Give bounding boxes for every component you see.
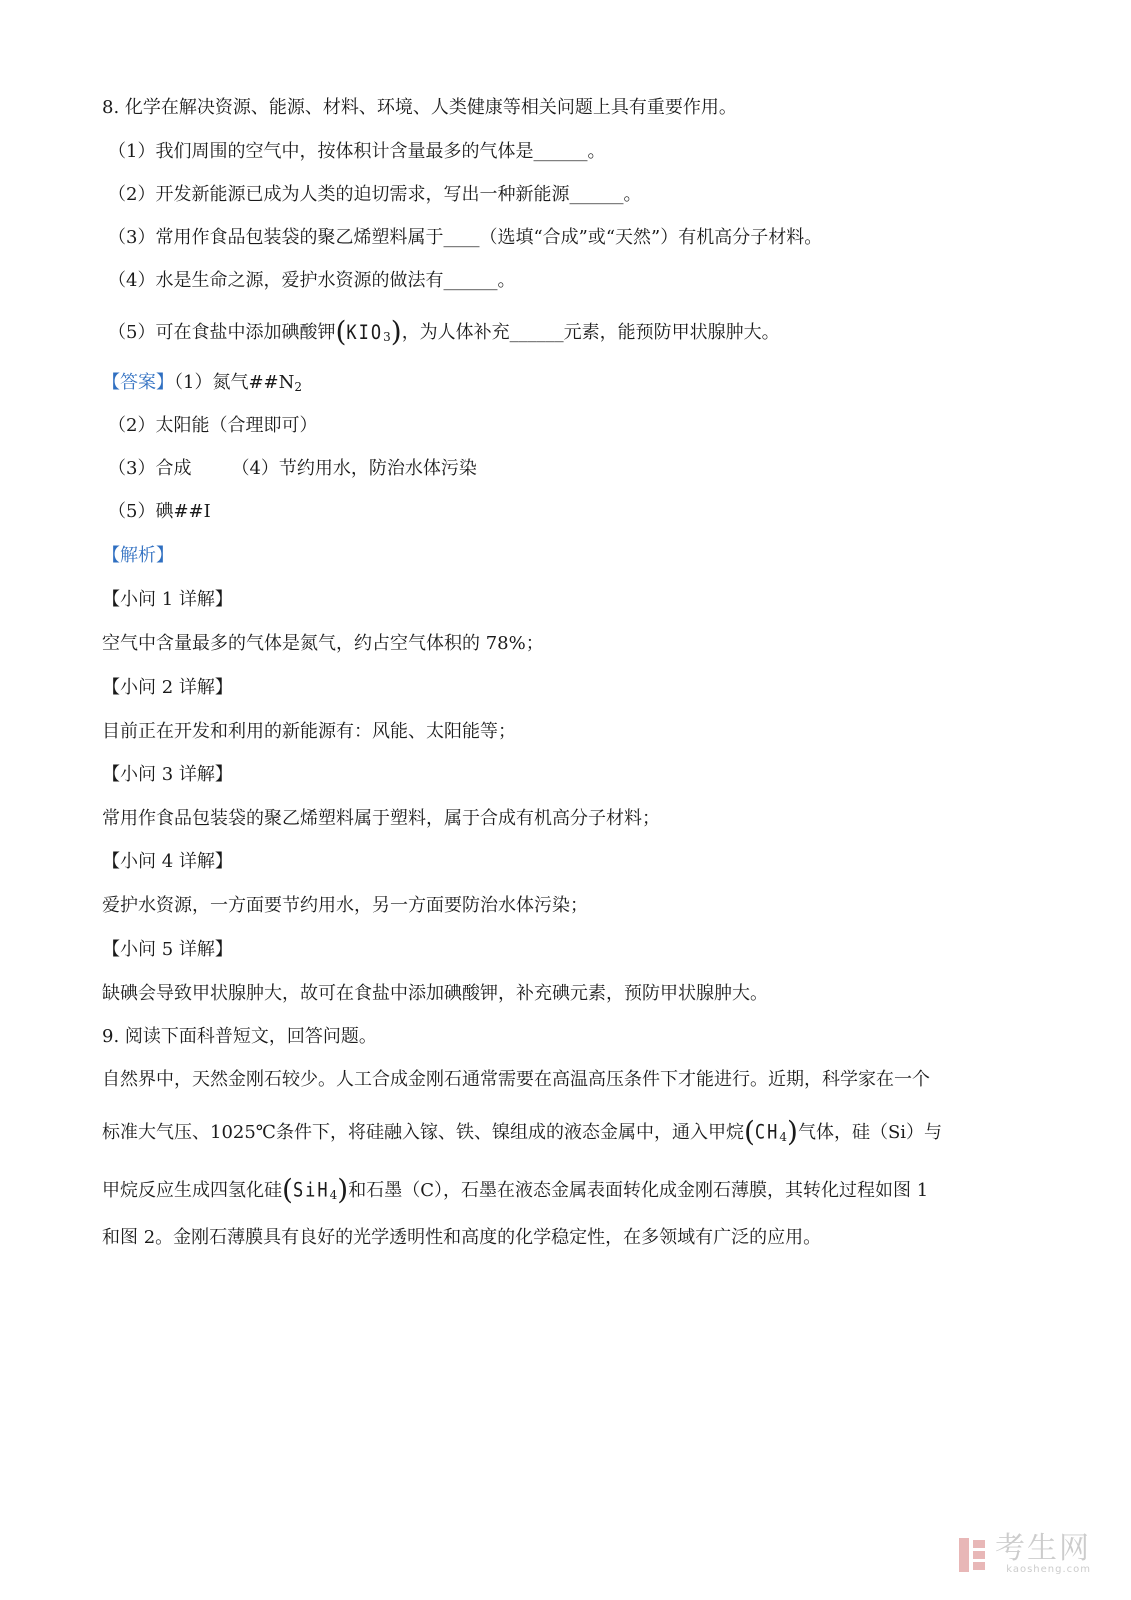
analysis-tag: 【解析】 — [102, 545, 174, 566]
kio3-formula: KIO — [346, 321, 384, 345]
q8-part-5-text-a: （5）可在食盐中添加碘酸钾 — [108, 322, 336, 343]
ch4-formula: CH — [754, 1121, 780, 1145]
q9-line-1: 自然界中，天然金刚石较少。人工合成金刚石通常需要在高温高压条件下才能进行。近期，科学家在一个 — [102, 1069, 930, 1090]
kio3-subscript: 3 — [383, 330, 391, 344]
kaosheng-logo-icon — [957, 1538, 987, 1572]
answer-3: （3）合成 — [108, 458, 192, 479]
answer-2: （2）太阳能（合理即可） — [108, 415, 318, 436]
q9-line-2-text-b: 气体，硅（Si）与 — [797, 1122, 943, 1143]
sih4-subscript: 4 — [329, 1188, 338, 1202]
analysis-text-5: 缺碘会导致甲状腺肿大，故可在食盐中添加碘酸钾，补充碘元素，预防甲状腺肿大。 — [102, 983, 768, 1004]
q8-part-2: （2）开发新能源已成为人类的迫切需求，写出一种新能源______。 — [108, 184, 642, 205]
q8-part-5-text-b: ，为人体补充______元素，能预防甲状腺肿大。 — [401, 322, 780, 343]
q8-part-1: （1）我们周围的空气中，按体积计含量最多的气体是______。 — [108, 141, 606, 162]
watermark-url: kaosheng.com — [1006, 1564, 1091, 1575]
q9-line-3-text-b: 和石墨（C），石墨在液态金属表面转化成金刚石薄膜，其转化过程如图 1 — [348, 1180, 929, 1201]
analysis-heading-4: 【小问 4 详解】 — [102, 851, 233, 872]
analysis-text-4: 爱护水资源，一方面要节约用水，另一方面要防治水体污染； — [102, 895, 588, 916]
answer-1-subscript: 2 — [294, 380, 303, 394]
q8-part-3: （3）常用作食品包装袋的聚乙烯塑料属于____（选填“合成”或“天然”）有机高分子材料。 — [108, 227, 823, 248]
watermark — [957, 1531, 1091, 1575]
q9-line-3-text-a: 甲烷反应生成四氢化硅 — [102, 1180, 282, 1201]
q9-line-2-text-a: 标准大气压、1025℃条件下，将硅融入镓、铁、镍组成的液态金属中，通入甲烷 — [102, 1122, 744, 1143]
answer-line-3 — [108, 457, 477, 481]
analysis-text-2: 目前正在开发和利用的新能源有：风能、太阳能等； — [102, 721, 516, 742]
q8-part-4: （4）水是生命之源，爱护水资源的做法有______。 — [108, 270, 516, 291]
analysis-heading-3: 【小问 3 详解】 — [102, 764, 233, 785]
analysis-text-1: 空气中含量最多的气体是氮气，约占空气体积的 78%； — [102, 633, 544, 654]
q9-line-2: 标准大气压、1025℃条件下，将硅融入镓、铁、镍组成的液态金属中，通入甲烷$(CH_4)$气体，硅（Si）与 — [102, 1115, 943, 1148]
sih4-formula: SiH — [292, 1179, 330, 1203]
q8-stem: 8. 化学在解决资源、能源、材料、环境、人类健康等相关问题上具有重要作用。 — [102, 97, 737, 118]
analysis-heading-1: 【小问 1 详解】 — [102, 589, 233, 610]
analysis-heading-5: 【小问 5 详解】 — [102, 939, 233, 960]
watermark-text: 考生网 — [995, 1531, 1091, 1566]
answer-line-1 — [102, 371, 302, 399]
ch4-subscript: 4 — [779, 1130, 788, 1144]
analysis-heading-2: 【小问 2 详解】 — [102, 677, 233, 698]
answer-4: （4）节约用水，防治水体污染 — [231, 458, 477, 479]
q9-stem: 9. 阅读下面科普短文，回答问题。 — [102, 1026, 377, 1047]
answer-5: （5）碘##I — [108, 501, 211, 522]
q9-line-4: 和图 2。金刚石薄膜具有良好的光学透明性和高度的化学稳定性，在多领域有广泛的应用。 — [102, 1227, 822, 1248]
analysis-text-3: 常用作食品包装袋的聚乙烯塑料属于塑料，属于合成有机高分子材料； — [102, 808, 660, 829]
q9-line-3: 甲烷反应生成四氢化硅(SiH$_4$)和石墨（C），石墨在液态金属表面转化成金刚石薄膜，其转化过程如图 1 — [102, 1173, 929, 1206]
q8-part-5: （5）可在食盐中添加碘酸钾$(KIO_3)$，为人体补充______元素，能预防甲状腺肿大。 — [108, 315, 780, 348]
answer-1: （1）氮气##N — [174, 372, 295, 393]
answer-tag: 【答案】 — [102, 372, 174, 393]
